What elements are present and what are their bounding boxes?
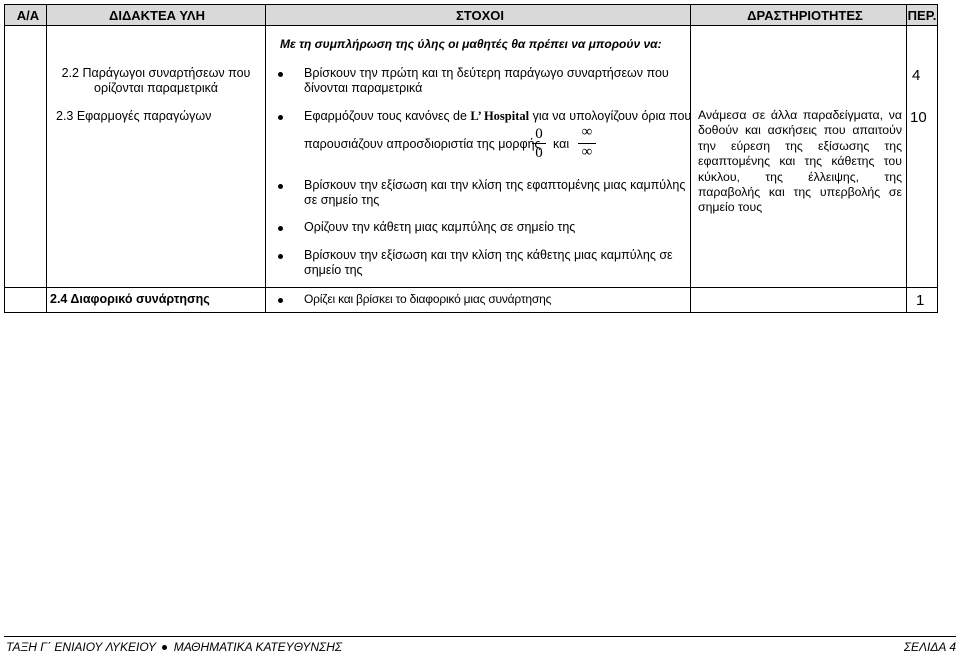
unit-title-line: 2.2 Παράγωγοι συναρτήσεων που xyxy=(61,66,251,80)
fraction-infinity-numerator: ∞ xyxy=(581,124,593,140)
column-divider xyxy=(906,4,907,313)
footer-class: ΤΑΞΗ Γ΄ ΕΝΙΑΙΟΥ ΛΥΚΕΙΟΥ xyxy=(6,640,157,654)
fraction-zero-denominator: 0 xyxy=(535,145,543,161)
fraction-zero-numerator: 0 xyxy=(535,126,543,142)
intro-text: Με τη συμπλήρωση της ύλης οι μαθητές θα πρέπει να μπορούν να: xyxy=(280,37,662,51)
activities-text xyxy=(698,108,902,216)
activities-line: κύκλου, της έλλειψης, της xyxy=(698,169,902,184)
unit-title: 2.3 Εφαρμογές παραγώγων xyxy=(56,109,212,123)
goal-text-line: σε σημείο της xyxy=(304,193,380,207)
goal-text-line: παρουσιάζουν απροσδιοριστία της μορφής xyxy=(304,137,541,151)
activities-line: την εύρεση της εξίσωσης της xyxy=(698,138,902,153)
goal-text-line: σημείο της xyxy=(304,263,363,277)
periods-value: 4 xyxy=(912,67,921,84)
activities-line: σημείο τους xyxy=(698,200,763,215)
unit-title-line: ορίζονται παραμετρικά xyxy=(94,81,218,95)
bullet-icon xyxy=(278,254,283,259)
footer-page-number: ΣΕΛΙΔΑ 4 xyxy=(903,640,956,654)
bullet-icon xyxy=(278,298,283,303)
bullet-icon xyxy=(278,226,283,231)
activities-line: Ανάμεσα σε άλλα παραδείγματα, να xyxy=(698,108,902,122)
header-activities: ΔΡΑΣΤΗΡΙΟΤΗΤΕΣ xyxy=(747,8,863,23)
header-goals: ΣΤΟΧΟΙ xyxy=(455,8,504,23)
goal-text-line: Βρίσκουν την εξίσωση και την κλίση της κάθετης μιας καμπύλης σε xyxy=(304,248,673,262)
goal-text-line: Βρίσκουν την εξίσωση και την κλίση της εφαπτομένης μιας καμπύλης xyxy=(304,178,686,192)
lhospital-name: L’ Hospital xyxy=(470,109,530,123)
bullet-icon xyxy=(278,184,283,189)
bullet-icon xyxy=(278,115,283,120)
column-divider xyxy=(46,4,47,313)
goal-text-line: Ορίζει και βρίσκει το διαφορικό μιας συνάρτησης xyxy=(304,292,552,306)
goal-text-part: Εφαρμόζουν τους κανόνες de xyxy=(304,109,471,123)
periods-value: 10 xyxy=(910,109,927,126)
unit-title: 2.4 Διαφορικό συνάρτησης xyxy=(50,292,210,306)
footer-rule xyxy=(4,636,956,637)
goal-text-part: για να υπολογίζουν όρια που xyxy=(529,109,692,123)
activities-line: παραβολής και της υπερβολής σε xyxy=(698,185,902,200)
conjunction-text: και xyxy=(553,137,570,151)
fraction-bar xyxy=(532,143,546,144)
fraction-infinity-denominator: ∞ xyxy=(581,144,593,160)
footer-left xyxy=(6,640,342,654)
header-aa: Α/Α xyxy=(16,8,40,23)
bullet-icon xyxy=(278,72,283,77)
activities-line: εφαπτομένης και της κάθετης του xyxy=(698,154,902,169)
footer-course: ΜΑΘΗΜΑΤΙΚΑ ΚΑΤΕΥΘΥΝΣΗΣ xyxy=(173,640,343,654)
periods-value: 1 xyxy=(916,292,925,309)
goal-text-line xyxy=(304,109,691,124)
goal-text-line: Βρίσκουν την πρώτη και τη δεύτερη παράγωγο συναρτήσεων που xyxy=(304,66,669,80)
goal-text-line: δίνονται παραμετρικά xyxy=(304,81,423,95)
header-periods: ΠΕΡ. xyxy=(907,8,937,23)
bullet-icon xyxy=(162,645,167,650)
row-divider xyxy=(4,287,938,288)
header-unit: ΔΙΔΑΚΤΕΑ ΥΛΗ xyxy=(108,8,205,23)
activities-line: δοθούν και ασκήσεις που απαιτούν xyxy=(698,123,902,138)
column-divider xyxy=(265,4,266,313)
column-divider xyxy=(690,4,691,313)
goal-text-line: Ορίζουν την κάθετη μιας καμπύλης σε σημείο της xyxy=(304,220,576,234)
